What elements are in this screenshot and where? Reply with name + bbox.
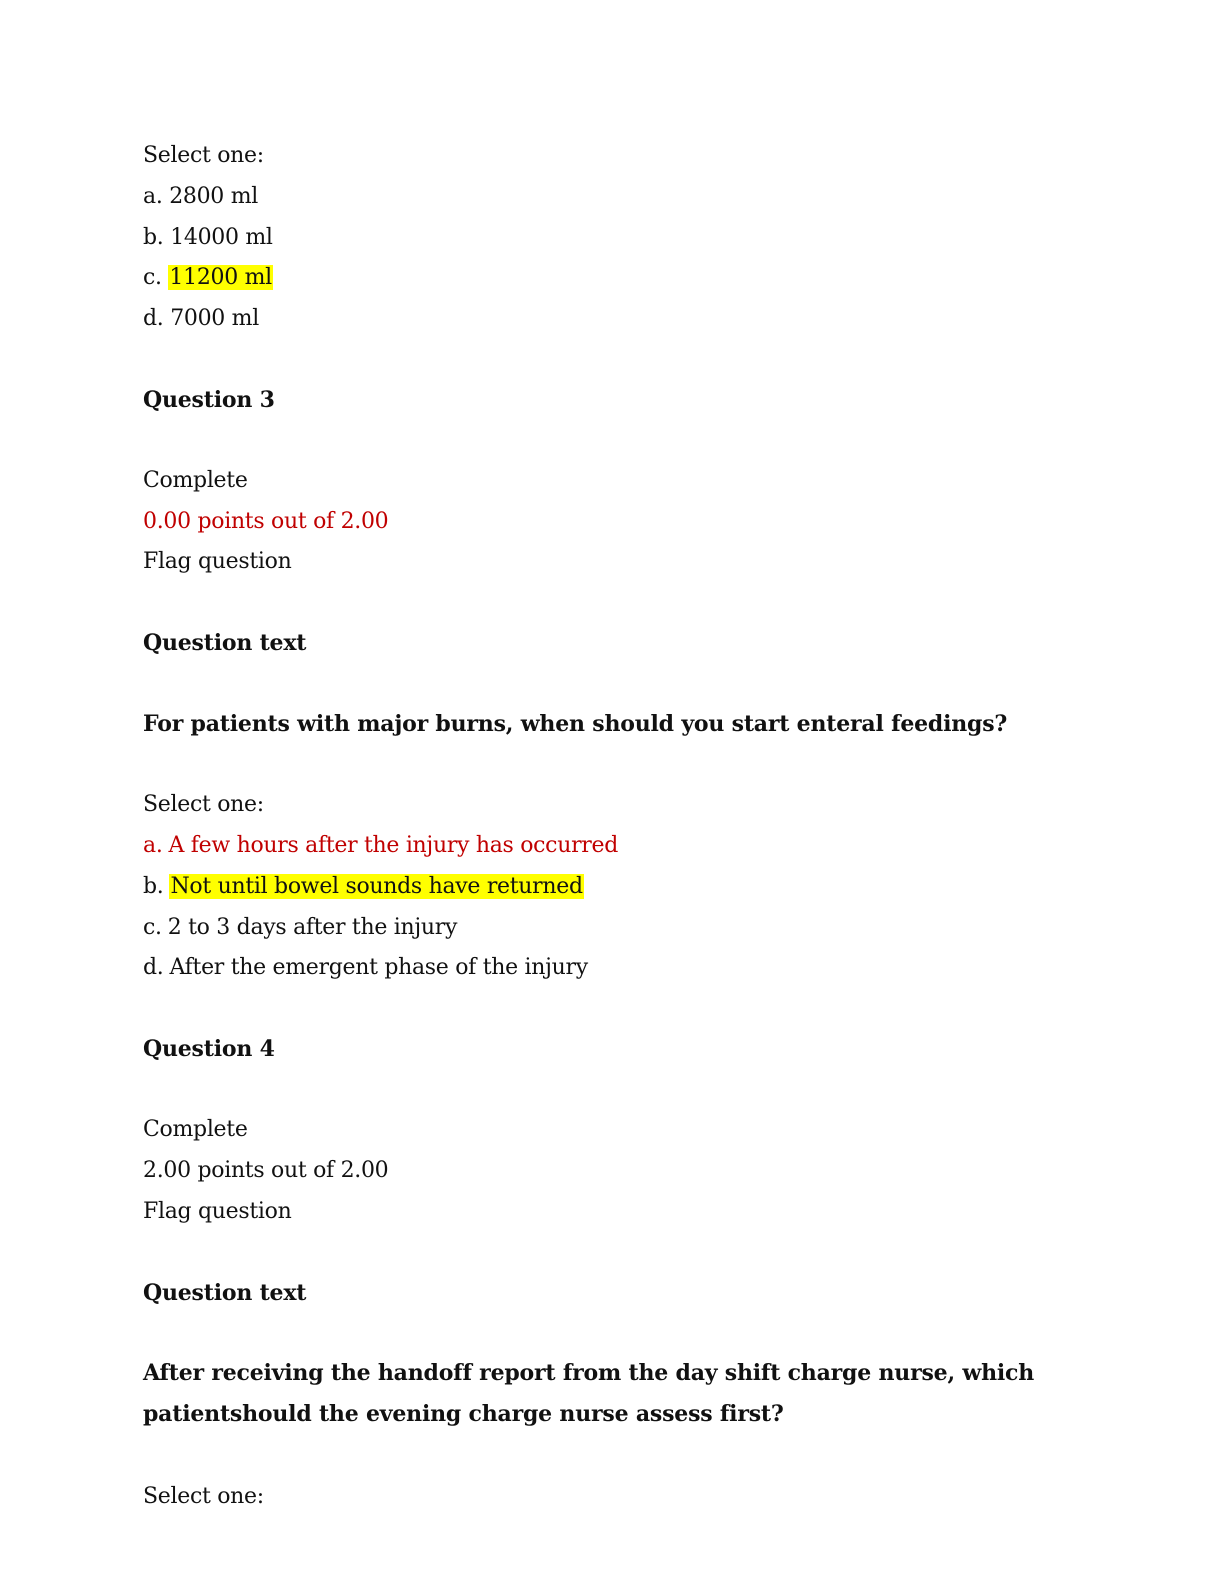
option-text-highlighted: Not until bowel sounds have returned (170, 874, 583, 899)
q3-select-label: Select one: (143, 792, 264, 817)
option-text: 14000 ml (170, 225, 273, 250)
q2-option-c[interactable] (143, 264, 273, 292)
option-prefix: d. (143, 955, 164, 980)
option-prefix: b. (143, 225, 164, 250)
q3-flag-question[interactable]: Flag question (143, 549, 292, 574)
q4-prompt: After receiving the handoff report from the day shift charge nurse, which patientshould the evening charge nurse assess first? (143, 1360, 1035, 1427)
q2-select-label: Select one: (143, 143, 264, 168)
q4-title: Question 4 (143, 1036, 275, 1062)
q4-flag-question[interactable]: Flag question (143, 1199, 292, 1224)
q2-option-d[interactable] (143, 305, 259, 333)
option-text: 2800 ml (169, 184, 258, 209)
option-text-highlighted: 11200 ml (169, 265, 272, 290)
q3-points: 0.00 points out of 2.00 (143, 509, 389, 534)
q3-prompt: For patients with major burns, when should you start enteral feedings? (143, 711, 1008, 737)
q2-option-a[interactable] (143, 183, 258, 211)
q3-option-a[interactable] (143, 832, 618, 860)
option-prefix: b. (143, 874, 164, 899)
option-prefix: c. (143, 265, 162, 290)
option-text: 2 to 3 days after the injury (167, 915, 458, 940)
option-prefix: d. (143, 306, 164, 331)
option-text: A few hours after the injury has occurred (168, 833, 619, 858)
q4-text-heading: Question text (143, 1280, 307, 1306)
option-prefix: a. (143, 833, 163, 858)
q3-status: Complete (143, 468, 248, 493)
q3-option-c[interactable] (143, 914, 457, 942)
q3-text-heading: Question text (143, 630, 307, 656)
q4-select-label: Select one: (143, 1484, 264, 1509)
option-prefix: c. (143, 915, 162, 940)
q3-title: Question 3 (143, 387, 275, 413)
q2-option-b[interactable] (143, 224, 273, 252)
q3-option-b[interactable] (143, 873, 584, 901)
q4-status: Complete (143, 1117, 248, 1142)
option-text: After the emergent phase of the injury (169, 955, 588, 980)
q3-option-d[interactable] (143, 954, 588, 982)
q4-points: 2.00 points out of 2.00 (143, 1158, 389, 1183)
option-text: 7000 ml (170, 306, 259, 331)
option-prefix: a. (143, 184, 163, 209)
